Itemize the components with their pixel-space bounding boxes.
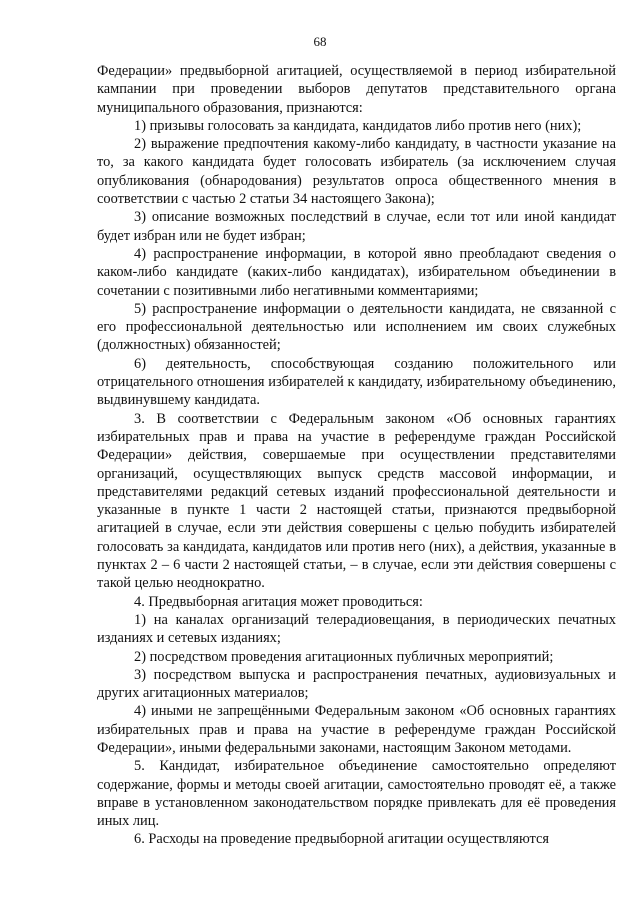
paragraph-section-6: 6. Расходы на проведение предвыборной агитации осуществляются xyxy=(134,831,549,848)
list-item-unrelated-activity-info: 5) распространение информации о деятельности кандидата, не связанной с его профессиональной деятельностью или исполнением им своих служебных (должностных) обязанностей; xyxy=(97,300,616,354)
list-item-broadcast-channels: 1) на каналах организаций телерадиовещания, в периодических печатных изданиях и сетевых изданиях; xyxy=(97,611,616,647)
paragraph-section-4: 4. Предвыборная агитация может проводиться: xyxy=(134,593,423,610)
list-item-other-methods: 4) иными не запрещёнными Федеральным законом «Об основных гарантиях избирательных прав и права на участие в референдуме граждан Российской Федерации», иными федеральными законами, настоящим Законом методами. xyxy=(97,703,616,756)
page-number: 68 xyxy=(313,34,327,49)
list-item-attitude-forming-activity: 6) деятельность, способствующая созданию положительного или отрицательного отношения избирателей к кандидату, избирательному объединению, выдвинувшему кандидата. xyxy=(97,355,616,409)
list-item-printed-materials: 3) посредством выпуска и распространения печатных, аудиовизуальных и других агитационных материалов; xyxy=(97,666,616,702)
paragraph-continuation: Федерации» предвыборной агитацией, осуществляемой в период избирательной кампании при проведении выборов депутатов представительного органа муниципального образования, признаются: xyxy=(97,63,616,116)
list-item-calls-to-vote: 1) призывы голосовать за кандидата, кандидатов либо против него (них); xyxy=(134,117,582,134)
list-item-public-events: 2) посредством проведения агитационных публичных мероприятий; xyxy=(134,648,554,665)
list-item-expressing-preference: 2) выражение предпочтения какому-либо кандидату, в частности указание на то, за какого кандидата будет голосовать избиратель (за исключением случая опубликования (обнародования) результатов опроса общественного мнения в соответствии с частью 2 статьи 34 настоящего Закона); xyxy=(97,136,616,208)
paragraph-section-3: 3. В соответствии с Федеральным законом «Об основных гарантиях избирательных прав и права на участие в референдуме граждан Российской Федерации» действия, совершаемые при осуществлении представителями организаций, осуществляющих выпуск средств массовой информации, и представителями редакций сетевых изданий профессиональной деятельности и указанные в пункте 1 части 2 настоящей статьи, признаются предвыборной агитацией в случае, если эти действия совершены с целью побудить избирателей голосовать за кандидата, кандидатов или против него (них), а действия, указанные в пунктах 2 – 6 части 2 настоящей статьи, – в случае, если эти действия совершены с такой целью неоднократно. xyxy=(97,410,616,592)
list-item-dissemination-with-comments: 4) распространение информации, в которой явно преобладают сведения о каком-либо кандидате (каких-либо кандидатах), избирательном объединении в сочетании с позитивными либо негативными комментариями; xyxy=(97,245,616,299)
list-item-describing-consequences: 3) описание возможных последствий в случае, если тот или иной кандидат будет избран или не будет избран; xyxy=(97,209,616,244)
document-body xyxy=(97,62,616,849)
paragraph-section-5: 5. Кандидат, избирательное объединение самостоятельно определяют содержание, формы и методы своей агитации, самостоятельно проводят её, а также вправе в установленном законодательством порядке привлекать для её проведения иных лиц. xyxy=(97,758,616,830)
